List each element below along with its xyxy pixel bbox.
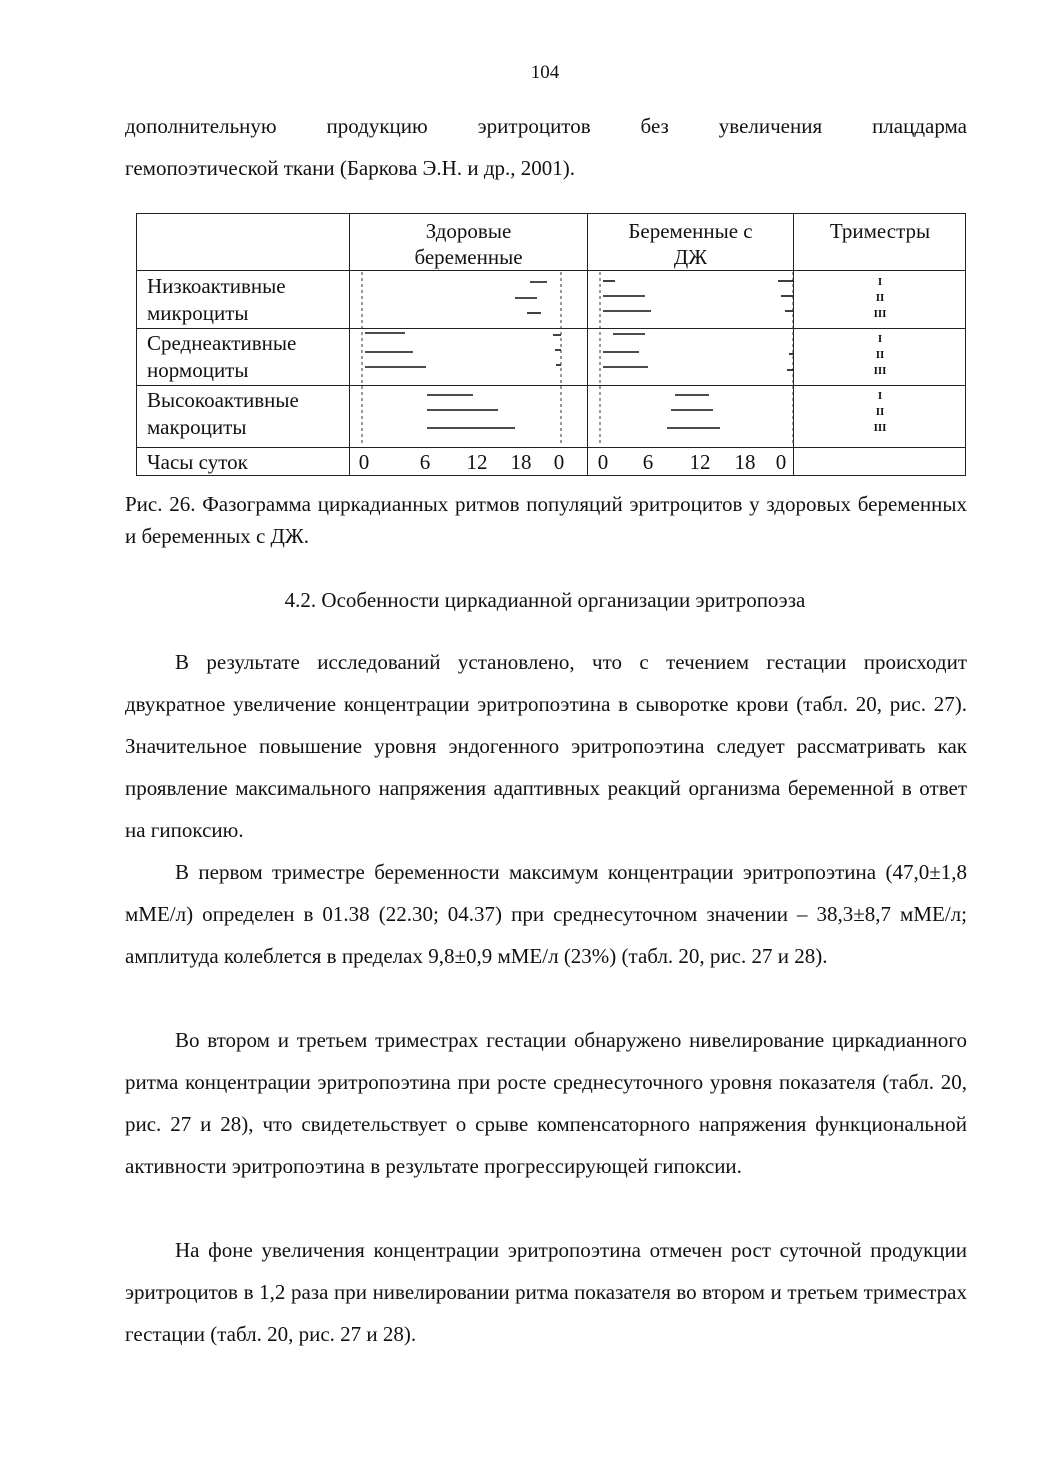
tick-label: 0 [775,450,787,474]
header-healthy-line-1: Здоровые [425,219,512,243]
body-paragraph-3: Во втором и третьем триместрах гестации обнаружено нивелирование циркадианного ритма концентрации эритропоэтина при росте среднесуточного уровня показателя (табл. 20, рис. 27 и 28), что свидетельствует о срыве компенсаторного напряжения функциональной активности эритропоэтина в результате прогрессирующей гипоксии. [125,1028,967,1178]
hours-label: Часы суток [147,450,248,474]
phasogram-figure [136,213,966,476]
tick-label: 0 [553,450,565,474]
trimester-mark: III [873,365,887,377]
trimester-mark: I [877,333,883,345]
body-paragraph-4: На фоне увеличения концентрации эритропоэтина отмечен рост суточной продукции эритроцитов в 1,2 раза при нивелировании ритма показателя во втором и третьем триместрах гестации (табл. 20, рис. 27 и 28). [125,1238,967,1346]
tick-label: 6 [642,450,654,474]
intro-paragraph [125,105,967,189]
row-label-mid-line-2: нормоциты [147,358,249,382]
header-dzh-line-1: Беременные с [628,219,753,243]
trimester-mark: I [877,390,883,402]
trimester-mark: III [873,422,887,434]
trimester-mark: II [875,349,885,361]
trimester-mark: I [877,276,883,288]
tick-label: 18 [510,450,532,474]
tick-label: 12 [689,450,711,474]
section-heading: 4.2. Особенности циркадианной организации эритропоэза [284,588,806,612]
intro-line-2: гемопоэтической ткани (Баркова Э.Н. и др., 2001). [125,156,575,180]
row-label-mid-line-1: Среднеактивные [147,331,297,355]
tick-label: 18 [734,450,756,474]
figure-caption: Рис. 26. Фазограмма циркадианных ритмов популяций эритроцитов у здоровых беременных и беременных с ДЖ. [125,492,967,548]
trimester-mark: II [875,292,885,304]
trimester-mark: III [873,308,887,320]
row-label-low-line-2: микроциты [147,301,249,325]
trimester-mark: II [875,406,885,418]
tick-label: 12 [466,450,488,474]
header-dzh-line-2: ДЖ [673,245,708,269]
phasogram-plot [137,214,967,477]
header-healthy-line-2: беременные [414,245,523,269]
body-paragraph-1: В результате исследований установлено, что с течением гестации происходит двукратное увеличение концентрации эритропоэтина в сыворотке крови (табл. 20, рис. 27). Значительное повышение уровня эндогенного эритропоэтина следует рассматривать как проявление максимального напряжения адаптивных реакций организма беременной в ответ на гипоксию. [125,650,967,842]
row-label-high-line-2: макроциты [147,415,247,439]
tick-label: 0 [358,450,370,474]
row-label-low-line-1: Низкоактивные [147,274,286,298]
intro-line-1: дополнительную продукцию эритроцитов без увеличения плацдарма [125,114,967,138]
body-paragraph-2: В первом триместре беременности максимум концентрации эритропоэтина (47,0±1,8 мМЕ/л) определен в 01.38 (22.30; 04.37) при среднесуточном значении – 38,3±8,7 мМЕ/л; амплитуда колеблется в пределах 9,8±0,9 мМЕ/л (23%) (табл. 20, рис. 27 и 28). [125,860,967,968]
tick-label: 6 [419,450,431,474]
tick-label: 0 [597,450,609,474]
page-number: 104 [530,62,560,83]
header-trimesters: Триместры [829,219,931,243]
row-label-high-line-1: Высокоактивные [147,388,299,412]
